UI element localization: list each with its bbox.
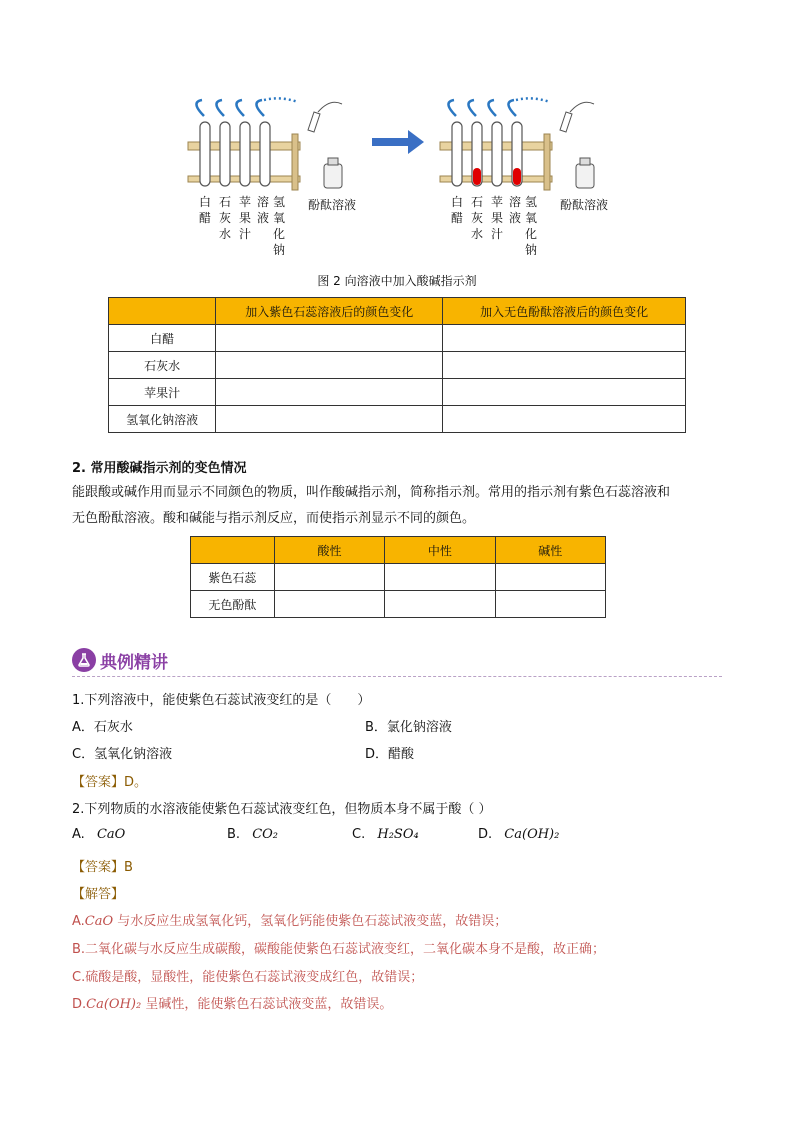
- explanation-line: [72, 993, 392, 1012]
- indicator-figure: [180, 90, 620, 265]
- row-label: 紫色石蕊: [191, 564, 275, 591]
- option-letter: D.: [478, 827, 493, 842]
- row-label: 白醋: [109, 325, 216, 352]
- answer-cell[interactable]: [216, 379, 443, 406]
- left-rack: [188, 98, 342, 190]
- explanation-prefix: D.: [72, 997, 87, 1012]
- table-row: [109, 406, 686, 433]
- option-a: [72, 827, 125, 842]
- explanation-line: [72, 910, 507, 929]
- option-letter: C.: [352, 827, 366, 842]
- tube-label: 苹果汁: [490, 195, 503, 241]
- tube-label: 氢氧化钠: [272, 195, 285, 257]
- option-a: A．石灰水: [72, 720, 133, 735]
- option-letter: B.: [227, 827, 241, 842]
- option-d: D．醋酸: [365, 747, 415, 762]
- formula: CO₂: [252, 827, 279, 842]
- tube-label: 石灰水: [470, 195, 483, 241]
- indicator-color-table: [190, 536, 606, 618]
- option-c: C．氢氧化钠溶液: [72, 747, 173, 762]
- formula: Ca(OH)₂: [86, 997, 142, 1012]
- table-row: [109, 379, 686, 406]
- table-row: [191, 591, 606, 618]
- option-letter: A.: [72, 827, 85, 842]
- answer-label: 【答案】D。: [72, 775, 148, 790]
- option-c: [352, 827, 419, 842]
- table-row: [109, 352, 686, 379]
- table-header-cell: 加入无色酚酞溶液后的颜色变化: [443, 298, 686, 325]
- tube-label: 溶液: [508, 195, 521, 225]
- row-label: 无色酚酞: [191, 591, 275, 618]
- answer-cell[interactable]: [443, 325, 686, 352]
- table-header-cell: [191, 537, 275, 564]
- option-b: B．氯化钠溶液: [365, 720, 452, 735]
- flask-icon: [72, 648, 96, 672]
- table-row: [191, 564, 606, 591]
- answer-cell[interactable]: [274, 591, 384, 618]
- tube-label: 溶液: [256, 195, 269, 225]
- analysis-label: 【解答】: [72, 887, 125, 902]
- paragraph-line: 能跟酸或碱作用而显示不同颜色的物质，叫作酸碱指示剂，简称指示剂。常用的指示剂有紫色石蕊溶液和: [72, 485, 671, 500]
- explanation-line: C.硫酸是酸，显酸性，能使紫色石蕊试液变成红色，故错误；: [72, 970, 424, 985]
- right-rack: [440, 98, 594, 190]
- formula: CaO: [96, 827, 126, 842]
- explanation-text: 呈碱性，能使紫色石蕊试液变蓝，故错误。: [145, 997, 393, 1012]
- answer-cell[interactable]: [216, 352, 443, 379]
- formula: H₂SO₄: [377, 827, 419, 842]
- option-d: [478, 827, 559, 842]
- section-title: 2. 常用酸碱指示剂的变色情况: [72, 461, 247, 476]
- tube-label: 白醋: [198, 195, 211, 225]
- explanation-text: 与水反应生成氢氧化钙，氢氧化钙能使紫色石蕊试液变蓝，故错误；: [117, 914, 508, 929]
- row-label: 石灰水: [109, 352, 216, 379]
- table-header-cell: [109, 298, 216, 325]
- answer-cell[interactable]: [443, 379, 686, 406]
- section-banner: [72, 646, 168, 674]
- answer-cell[interactable]: [216, 406, 443, 433]
- question-stem: 1.下列溶液中，能使紫色石蕊试液变红的是（ ）: [72, 693, 371, 708]
- option-b: [227, 827, 278, 842]
- tube-label: 苹果汁: [238, 195, 251, 241]
- explanation-prefix: A.: [72, 914, 85, 929]
- answer-cell[interactable]: [385, 591, 495, 618]
- tube-label: 白醋: [450, 195, 463, 225]
- table-header-cell: 加入紫色石蕊溶液后的颜色变化: [216, 298, 443, 325]
- paragraph-line: 无色酚酞溶液。酸和碱能与指示剂反应，而使指示剂显示不同的颜色。: [72, 511, 476, 526]
- indicator-results-table: [108, 297, 686, 433]
- answer-label: 【答案】B: [72, 860, 133, 875]
- explanation-line: B.二氧化碳与水反应生成碳酸，碳酸能使紫色石蕊试液变红，二氧化碳本身不是酸，故正确；: [72, 942, 606, 957]
- table-header-row: [191, 537, 606, 564]
- formula: Ca(OH)₂: [504, 827, 560, 842]
- row-label: 苹果汁: [109, 379, 216, 406]
- formula: CaO: [84, 914, 114, 929]
- tube-label: 氢氧化钠: [524, 195, 537, 257]
- answer-cell[interactable]: [216, 325, 443, 352]
- table-row: [109, 325, 686, 352]
- answer-cell[interactable]: [495, 591, 605, 618]
- tube-label: 石灰水: [218, 195, 231, 241]
- question-stem: 2.下列物质的水溶液能使紫色石蕊试液变红色，但物质本身不属于酸（ ）: [72, 802, 492, 817]
- table-header-cell: 酸性: [274, 537, 384, 564]
- divider: [72, 676, 722, 677]
- answer-cell[interactable]: [274, 564, 384, 591]
- table-header-cell: 碱性: [495, 537, 605, 564]
- reagent-label: 酚酞溶液: [560, 198, 609, 212]
- answer-cell[interactable]: [443, 406, 686, 433]
- answer-cell[interactable]: [443, 352, 686, 379]
- answer-cell[interactable]: [385, 564, 495, 591]
- answer-cell[interactable]: [495, 564, 605, 591]
- banner-title: 典例精讲: [100, 652, 168, 673]
- table-header-cell: 中性: [385, 537, 495, 564]
- row-label: 氢氧化钠溶液: [109, 406, 216, 433]
- figure-caption: 图 2 向溶液中加入酸碱指示剂: [317, 274, 477, 288]
- arrow-icon: [372, 130, 424, 154]
- table-header-row: [109, 298, 686, 325]
- reagent-label: 酚酞溶液: [308, 198, 357, 212]
